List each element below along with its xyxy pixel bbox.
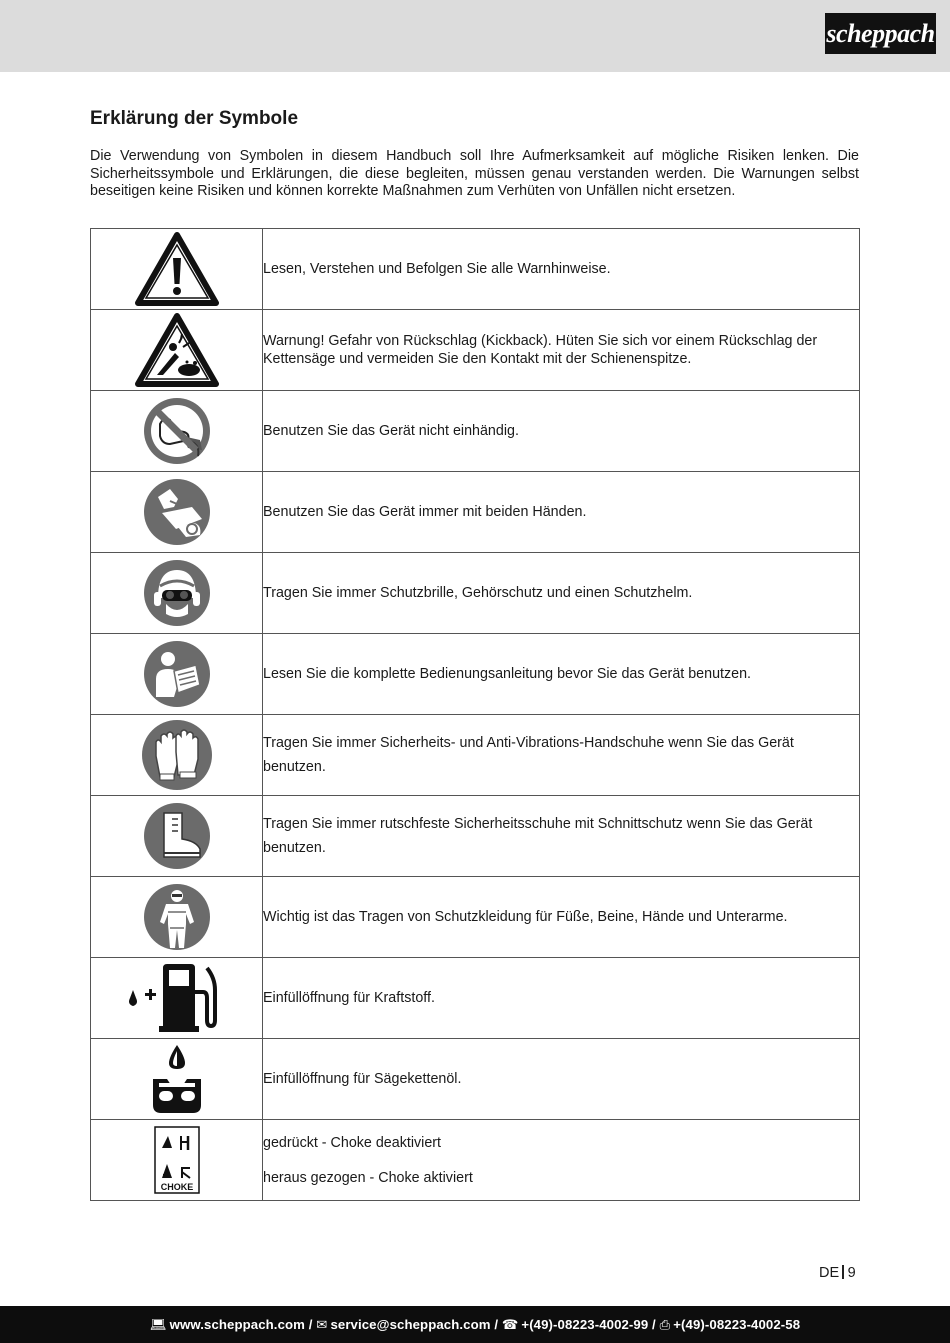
- symbols-table: [90, 228, 860, 1201]
- page-number-value: 9: [847, 1265, 856, 1281]
- table-row: [91, 391, 860, 472]
- symbol-description: Benutzen Sie das Gerät nicht einhändig.: [263, 391, 860, 472]
- symbol-description: Lesen Sie die komplette Bedienungsanleitung bevor Sie das Gerät benutzen.: [263, 634, 860, 715]
- choke-icon-label: CHOKE: [160, 1182, 193, 1192]
- protective-clothing-icon: [142, 882, 212, 952]
- no-one-hand-icon: [142, 396, 212, 466]
- table-row: [91, 1039, 860, 1120]
- intro-paragraph: Die Verwendung von Symbolen in diesem Handbuch soll Ihre Aufmerksamkeit auf mögliche Risiken lenken. Die Sicherheitssymbole und Erklärungen, die diese begleiten, müssen genau verstanden werden. Die Warnungen selbst beseitigen keine Risiken und können korrekte Maßnahmen zum Verhüten von Unfällen nicht ersetzen.: [90, 148, 859, 200]
- contact-footer: 💻︎ www.scheppach.com / ✉ service@scheppach.com / ☎ +(49)-08223-4002-99 / ⎙ +(49)-08223-4002-58: [0, 1306, 950, 1343]
- footer-fax: +(49)-08223-4002-58: [673, 1317, 801, 1332]
- computer-icon: 💻︎: [149, 1316, 167, 1332]
- fuel-filler-icon: [127, 962, 227, 1034]
- footer-website[interactable]: www.scheppach.com: [169, 1317, 305, 1332]
- symbol-description: Benutzen Sie das Gerät immer mit beiden Händen.: [263, 472, 860, 553]
- mail-icon: ✉: [316, 1316, 328, 1332]
- safety-boots-icon: [142, 801, 212, 871]
- kickback-warning-icon: [135, 313, 219, 387]
- symbol-description: Tragen Sie immer rutschfeste Sicherheitsschuhe mit Schnittschutz wenn Sie das Gerät benutzen.: [263, 816, 813, 856]
- symbol-description: Einfüllöffnung für Kraftstoff.: [263, 958, 860, 1039]
- symbol-description: Warnung! Gefahr von Rückschlag (Kickback). Hüten Sie sich vor einem Rückschlag der Kettensäge und vermeiden Sie den Kontakt mit der Schienenspitze.: [263, 310, 860, 391]
- phone-icon: ☎: [501, 1316, 519, 1332]
- symbol-description: Einfüllöffnung für Sägekettenöl.: [263, 1039, 860, 1120]
- table-row: [91, 553, 860, 634]
- chain-oil-icon: [147, 1043, 207, 1115]
- gloves-icon: [140, 718, 214, 792]
- table-row: [91, 310, 860, 391]
- symbol-description: Tragen Sie immer Sicherheits- und Anti-Vibrations-Handschuhe wenn Sie das Gerät benutzen.: [263, 735, 794, 775]
- choke-icon: [154, 1126, 200, 1194]
- page-number: [819, 1265, 856, 1281]
- symbol-description: Tragen Sie immer Schutzbrille, Gehörschutz und einen Schutzhelm.: [263, 553, 860, 634]
- table-row: [91, 634, 860, 715]
- page-title: Erklärung der Symbole: [90, 108, 299, 129]
- table-row: [91, 229, 860, 310]
- table-row: [91, 1120, 860, 1201]
- table-row: [91, 877, 860, 958]
- read-manual-icon: [142, 639, 212, 709]
- choke-description-pressed: gedrückt - Choke deaktiviert: [263, 1134, 441, 1151]
- footer-phone: +(49)-08223-4002-99: [521, 1317, 649, 1332]
- two-hands-icon: [142, 477, 212, 547]
- brand-logo: [825, 13, 936, 54]
- table-row: [91, 796, 860, 877]
- warning-triangle-icon: [135, 232, 219, 306]
- header-band: [0, 0, 950, 72]
- table-row: [91, 472, 860, 553]
- choke-description-pulled: heraus gezogen - Choke aktiviert: [263, 1169, 473, 1186]
- footer-email[interactable]: service@scheppach.com: [330, 1317, 491, 1332]
- table-row: [91, 715, 860, 796]
- page-number-separator: [842, 1265, 844, 1279]
- symbol-description: Lesen, Verstehen und Befolgen Sie alle Warnhinweise.: [263, 229, 860, 310]
- brand-logo-text: scheppach: [826, 18, 935, 48]
- head-protection-icon: [142, 558, 212, 628]
- table-row: [91, 958, 860, 1039]
- fax-icon: ⎙: [659, 1316, 671, 1332]
- symbol-description: Wichtig ist das Tragen von Schutzkleidung für Füße, Beine, Hände und Unterarme.: [263, 877, 860, 958]
- page-language: DE: [819, 1265, 840, 1281]
